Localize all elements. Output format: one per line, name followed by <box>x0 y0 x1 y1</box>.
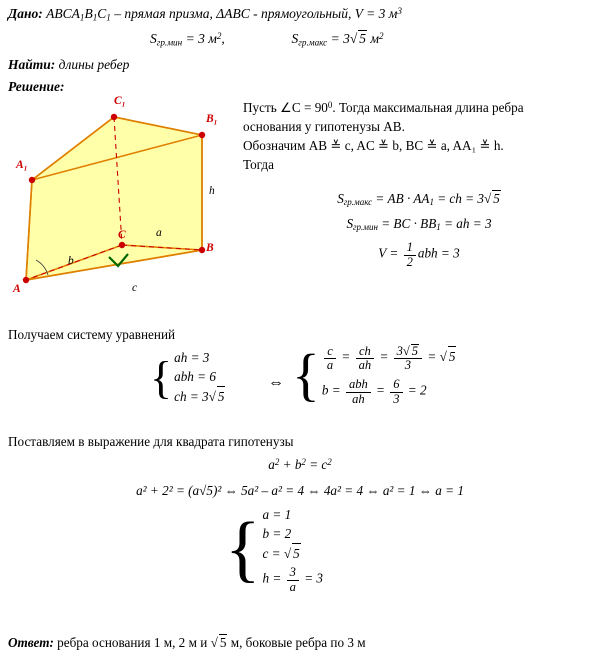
label-a1: A₁ <box>16 159 28 171</box>
system-right-eq-1: $\frac{c}{a}$ = $\frac{ch}{ah}$ = $\frac{3√ 5}{3}$ = √ 5 <box>322 344 457 372</box>
formula-s-max: $S_{гр.макс}$ = AB · $AA_1$ = ch = 3√ 5 <box>337 191 500 208</box>
given-body: $ABCA_1B_1C_1$ – прямая призма, ΔABC - прямоугольный, V = 3 $м^3$ <box>46 6 402 23</box>
pythagoras-equation: $a^2 + b^2 = c^2$ <box>268 457 332 473</box>
s-max-term: $S_{гр.макс} = 3√$ 5 $м^2$ <box>291 30 384 48</box>
solution-line-4: Тогда <box>243 157 274 173</box>
given-line <box>8 6 402 22</box>
given-prefix: Дано: <box>8 6 43 22</box>
formula-block <box>243 190 595 278</box>
system-right <box>292 344 456 406</box>
final-h: h = $\frac{3}{a}$ = 3 <box>262 565 323 594</box>
derivation-equation: a² + 2² = (a√5)² ⇔ 5a² – a² = 4 ⇔ 4a² = 4 ⇔ a² = 1 ⇔ a = 1 <box>136 483 464 498</box>
find-text: длины ребер <box>55 57 130 72</box>
left-brace-2: { <box>292 342 320 408</box>
system-eq-1: ah = 3 <box>174 350 210 365</box>
label-edge-c: c <box>132 282 138 294</box>
system-eq-2: abh = 6 <box>174 369 216 385</box>
vertex-dot-c1 <box>111 114 117 120</box>
formula-s-min: $S_{гр.мин}$ = BC · $BB_1$ = ah = 3 <box>346 216 492 233</box>
prism-figure <box>10 95 235 315</box>
solution-heading <box>8 79 64 95</box>
label-a: A <box>13 283 21 295</box>
label-edge-a: a <box>156 227 162 239</box>
system-right-lines <box>322 344 457 406</box>
find-prefix: Найти: <box>8 57 56 72</box>
hypotenuse-section-label: Поставляем в выражение для квадрата гипотенузы <box>8 434 294 449</box>
given-areas-line <box>150 30 384 47</box>
solution-prefix: Решение: <box>8 79 65 94</box>
final-b: b = 2 <box>262 526 292 542</box>
label-c: C <box>118 229 126 241</box>
label-edge-h: h <box>209 185 215 197</box>
equivalence-symbol: ⇔ <box>268 374 284 391</box>
final-c: c = √ 5 <box>263 543 323 563</box>
left-brace-3: { <box>225 507 261 590</box>
vertex-dot-b <box>199 247 205 253</box>
vertex-dot-c <box>119 242 125 248</box>
formula-volume: V = $\frac{1}{2}$ abh = 3 <box>378 240 460 269</box>
left-brace-1: { <box>150 351 173 403</box>
system-eq-3: ch = 3√ 5 <box>174 386 225 406</box>
solution-line-2: основания у гипотенузы AB. <box>243 119 405 135</box>
answer-prefix: Ответ: <box>8 635 54 650</box>
vertex-dot-a1 <box>29 177 35 183</box>
final-system <box>225 505 323 594</box>
final-a: a = 1 <box>262 507 292 522</box>
solution-line-3: Обозначим AB ≚ c, AC ≚ b, BC ≚ a, AA₁ ≚ h. <box>243 138 504 154</box>
vertex-dot-a <box>23 277 29 283</box>
final-system-lines <box>263 505 323 594</box>
system-left-lines <box>174 348 225 406</box>
find-line <box>8 57 129 73</box>
solution-line-1: Пусть ∠C = $90^0$. Тогда максимальная длина ребра <box>243 99 524 115</box>
prism-svg <box>10 95 235 315</box>
system-section-label: Получаем систему уравнений <box>8 327 176 342</box>
label-c1: C₁ <box>114 95 126 107</box>
system-right-eq-2: b = $\frac{\text{abh}}{ah}$ = $\frac{6}{3}$ = 2 <box>321 377 427 406</box>
system-left <box>150 348 225 406</box>
solution-text-block <box>243 98 595 175</box>
answer-text-pre: ребра основания 1 м, 2 м и <box>53 635 211 650</box>
s-min-term: $S_{гр.мин} = 3$ $м^2$, <box>150 30 225 48</box>
label-edge-b: b <box>68 255 74 267</box>
label-b: B <box>206 242 214 254</box>
label-b1: B₁ <box>206 113 218 125</box>
answer-line: Ответ: ребра основания 1 м, 2 м и √ 5 м, боковые ребра по 3 м <box>8 635 366 650</box>
answer-text-post: м, боковые ребра по 3 м <box>227 635 366 650</box>
vertex-dot-b1 <box>199 132 205 138</box>
